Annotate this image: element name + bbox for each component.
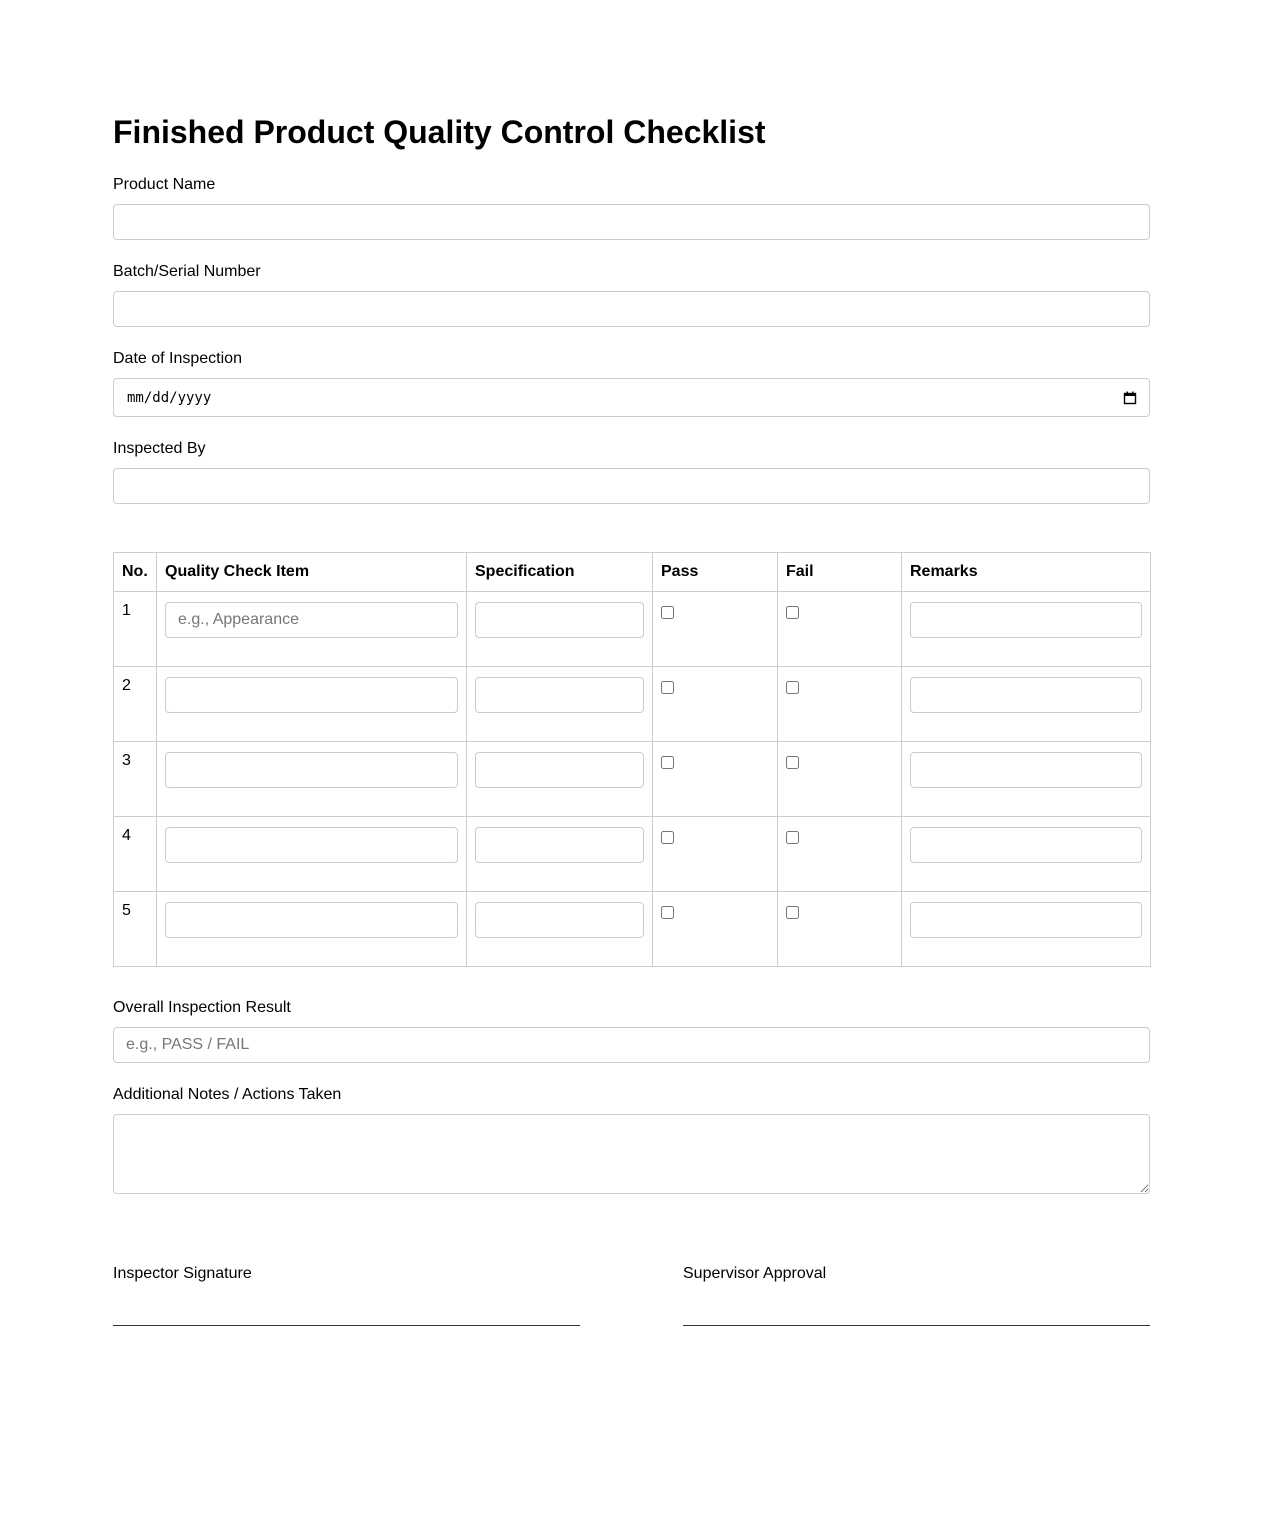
pass-checkbox[interactable] (661, 756, 674, 769)
header-specification: Specification (467, 553, 653, 592)
calendar-icon-svg (1123, 391, 1137, 405)
fail-cell (778, 667, 902, 742)
spec-cell (467, 592, 653, 667)
pass-cell (653, 592, 778, 667)
page-title: Finished Product Quality Control Checklist (113, 114, 766, 150)
remarks-cell (902, 667, 1151, 742)
pass-checkbox[interactable] (661, 606, 674, 619)
inspector-signature-block (113, 1264, 580, 1326)
pass-cell (653, 667, 778, 742)
header-remarks: Remarks (902, 553, 1151, 592)
specification-input[interactable] (475, 827, 644, 863)
supervisor-approval-line[interactable] (683, 1325, 1150, 1326)
spec-cell (467, 667, 653, 742)
row-number: 2 (114, 667, 157, 742)
quality-check-item-input[interactable] (165, 602, 458, 638)
header-no: No. (114, 553, 157, 592)
additional-notes-group (113, 1085, 1150, 1194)
inspected-by-group (113, 439, 1150, 504)
fail-cell (778, 742, 902, 817)
remarks-cell (902, 817, 1151, 892)
table-header-row (114, 553, 1151, 592)
row-number: 4 (114, 817, 157, 892)
inspected-by-input[interactable] (113, 468, 1150, 504)
additional-notes-textarea[interactable] (113, 1114, 1150, 1194)
quality-check-item-input[interactable] (165, 677, 458, 713)
product-name-input[interactable] (113, 204, 1150, 240)
spec-cell (467, 892, 653, 967)
table-row (114, 742, 1151, 817)
pass-checkbox[interactable] (661, 906, 674, 919)
quality-check-item-input[interactable] (165, 902, 458, 938)
batch-serial-input[interactable] (113, 291, 1150, 327)
date-of-inspection-label: Date of Inspection (113, 350, 242, 367)
item-cell (157, 892, 467, 967)
fail-checkbox[interactable] (786, 681, 799, 694)
specification-input[interactable] (475, 677, 644, 713)
pass-cell (653, 817, 778, 892)
remarks-input[interactable] (910, 677, 1142, 713)
fail-checkbox[interactable] (786, 906, 799, 919)
header-fail: Fail (778, 553, 902, 592)
remarks-input[interactable] (910, 602, 1142, 638)
specification-input[interactable] (475, 902, 644, 938)
table-row (114, 892, 1151, 967)
remarks-input[interactable] (910, 752, 1142, 788)
remarks-cell (902, 742, 1151, 817)
row-number: 1 (114, 592, 157, 667)
additional-notes-label: Additional Notes / Actions Taken (113, 1086, 342, 1103)
date-value: mm/dd/yyyy (127, 389, 212, 406)
batch-serial-label: Batch/Serial Number (113, 263, 261, 280)
inspector-signature-label: Inspector Signature (113, 1265, 252, 1282)
spec-cell (467, 817, 653, 892)
item-cell (157, 667, 467, 742)
fail-checkbox[interactable] (786, 756, 799, 769)
spec-cell (467, 742, 653, 817)
item-cell (157, 592, 467, 667)
remarks-input[interactable] (910, 827, 1142, 863)
row-number: 5 (114, 892, 157, 967)
pass-cell (653, 742, 778, 817)
table-row (114, 817, 1151, 892)
remarks-input[interactable] (910, 902, 1142, 938)
date-of-inspection-group (113, 349, 1150, 417)
pass-checkbox[interactable] (661, 831, 674, 844)
inspector-signature-line[interactable] (113, 1325, 580, 1326)
supervisor-approval-block (683, 1264, 1150, 1326)
row-number: 3 (114, 742, 157, 817)
pass-checkbox[interactable] (661, 681, 674, 694)
specification-input[interactable] (475, 752, 644, 788)
overall-result-group (113, 998, 1150, 1063)
header-quality-check-item: Quality Check Item (157, 553, 467, 592)
header-pass: Pass (653, 553, 778, 592)
item-cell (157, 742, 467, 817)
fail-checkbox[interactable] (786, 606, 799, 619)
overall-result-input[interactable] (113, 1027, 1150, 1063)
specification-input[interactable] (475, 602, 644, 638)
fail-cell (778, 592, 902, 667)
table-row (114, 667, 1151, 742)
quality-check-table (113, 552, 1151, 967)
batch-serial-group (113, 262, 1150, 327)
quality-check-item-input[interactable] (165, 827, 458, 863)
pass-cell (653, 892, 778, 967)
remarks-cell (902, 892, 1151, 967)
remarks-cell (902, 592, 1151, 667)
signature-row (113, 1264, 1150, 1326)
table-row (114, 592, 1151, 667)
calendar-icon[interactable] (1123, 391, 1136, 404)
fail-checkbox[interactable] (786, 831, 799, 844)
supervisor-approval-label: Supervisor Approval (683, 1265, 827, 1282)
fail-cell (778, 892, 902, 967)
quality-check-item-input[interactable] (165, 752, 458, 788)
date-of-inspection-input[interactable] (113, 378, 1150, 417)
overall-result-label: Overall Inspection Result (113, 999, 291, 1016)
item-cell (157, 817, 467, 892)
inspected-by-label: Inspected By (113, 440, 206, 457)
fail-cell (778, 817, 902, 892)
product-name-group (113, 175, 1150, 240)
product-name-label: Product Name (113, 176, 216, 193)
